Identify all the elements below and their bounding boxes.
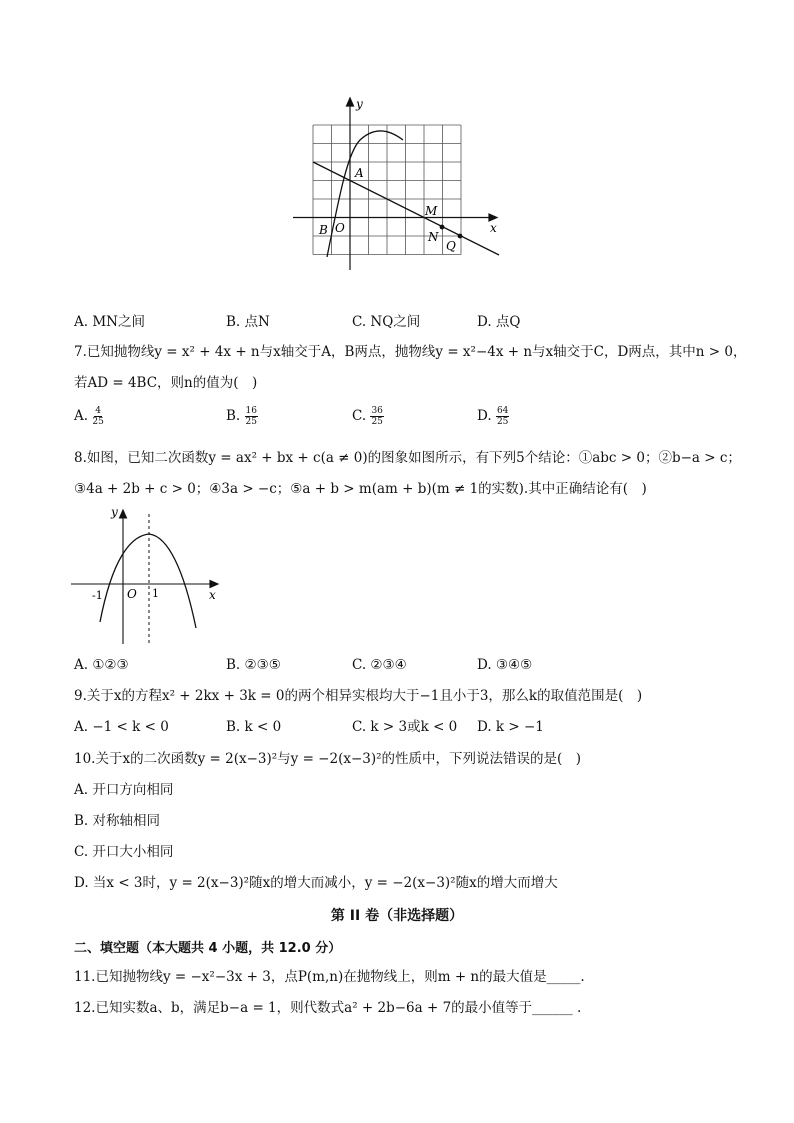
q7-option-b[interactable] — [226, 406, 258, 427]
label-n: N — [428, 230, 439, 244]
label-y: y — [356, 97, 363, 111]
axes — [293, 98, 497, 270]
q12-stem: 12.已知实数a、b，满足b−a = 1，则代数式a² + 2b−6a + 7的最小值等于______ . — [74, 1000, 582, 1016]
q7-option-a-fraction — [92, 406, 103, 427]
q8-label-1: 1 — [152, 587, 159, 600]
figure-q8-parabola — [66, 500, 226, 650]
q8-label-o: O — [127, 587, 137, 601]
q7-option-b-den: 25 — [245, 417, 257, 427]
q10-option-c[interactable]: C. 开口大小相同 — [74, 844, 174, 860]
q9-stem: 9.关于x的方程x² + 2kx + 3k = 0的两个相异实根均大于−1且小于3，那么k的取值范围是( ) — [74, 688, 643, 704]
q8-stem-line1: 8.如图，已知二次函数y = ax² + bx + c(a ≠ 0)的图象如图所示，有下列5个结论：①abc > 0；②b−a > c； — [74, 450, 741, 466]
q11-stem: 11.已知抛物线y = −x²−3x + 3，点P(m,n)在抛物线上，则m + n的最大值是_____. — [74, 969, 585, 985]
q8-option-b[interactable]: B. ②③⑤ — [226, 657, 281, 673]
point-q — [458, 234, 463, 239]
q9-option-d[interactable]: D. k > −1 — [477, 719, 544, 735]
q10-option-d[interactable]: D. 当x < 3时，y = 2(x−3)²随x的增大而减小，y = −2(x−3)²随x的增大而增大 — [74, 875, 558, 891]
q10-option-a[interactable]: A. 开口方向相同 — [74, 782, 174, 798]
q7-option-c-fraction — [370, 406, 383, 427]
q7-option-d-letter: D. — [477, 408, 492, 424]
q7-option-b-letter: B. — [226, 408, 241, 424]
q7-option-d-den: 25 — [496, 417, 509, 427]
q7-option-b-num: 16 — [245, 406, 257, 416]
q8-parabola-curve — [100, 534, 196, 628]
q8-option-a[interactable]: A. ①②③ — [74, 657, 129, 673]
q8-label-x: x — [209, 588, 216, 602]
q9-option-a[interactable]: A. −1 < k < 0 — [74, 719, 169, 735]
q8-axes — [71, 510, 218, 644]
q7-option-d-fraction — [496, 406, 509, 427]
q7-option-c[interactable] — [352, 406, 384, 427]
q7-option-d[interactable] — [477, 406, 509, 427]
q7-option-c-den: 25 — [371, 417, 383, 427]
label-m: M — [425, 204, 438, 218]
q7-option-a-den: 25 — [92, 417, 104, 427]
figure-grid-parabola — [285, 92, 510, 272]
straight-line — [313, 162, 499, 255]
parabola — [327, 131, 403, 257]
q7-option-d-num: 64 — [496, 406, 509, 416]
q6-option-c[interactable]: C. NQ之间 — [352, 314, 421, 330]
q8-label-neg1: -1 — [92, 589, 103, 602]
q8-stem-line2: ③4a + 2b + c > 0；④3a > −c；⑤a + b > m(am + b)(m ≠ 1的实数).其中正确结论有( ) — [74, 481, 647, 497]
label-o: O — [335, 221, 345, 235]
part2-title: 第 II 卷（非选择题） — [330, 908, 464, 924]
q7-option-a-num: 4 — [95, 406, 101, 416]
label-a: A — [355, 166, 364, 180]
label-x: x — [490, 221, 497, 235]
q6-option-a[interactable]: A. MN之间 — [74, 314, 145, 330]
q7-option-a[interactable] — [74, 406, 104, 427]
q10-option-b[interactable]: B. 对称轴相同 — [74, 813, 161, 829]
q6-option-b[interactable]: B. 点N — [226, 314, 270, 330]
q8-option-d[interactable]: D. ③④⑤ — [477, 657, 533, 673]
q7-option-c-num: 36 — [371, 406, 383, 416]
q7-option-b-fraction — [245, 406, 258, 427]
label-q: Q — [446, 239, 456, 253]
q9-option-b[interactable]: B. k < 0 — [226, 719, 282, 735]
q8-option-c[interactable]: C. ②③④ — [352, 657, 407, 673]
label-b: B — [319, 223, 328, 237]
q6-option-d[interactable]: D. 点Q — [477, 314, 521, 330]
point-n — [440, 225, 445, 230]
q10-stem: 10.关于x的二次函数y = 2(x−3)²与y = −2(x−3)²的性质中，下列说法错误的是( ) — [74, 751, 582, 767]
q7-option-c-letter: C. — [352, 408, 367, 424]
q7-option-a-letter: A. — [74, 408, 89, 424]
q7-stem-line2: 若AD = 4BC，则n的值为( ) — [74, 375, 258, 391]
q7-stem-line1: 7.已知抛物线y = x² + 4x + n与x轴交于A，B两点，抛物线y = x²−4x + n与x轴交于C，D两点，其中n > 0， — [74, 344, 747, 360]
section2-title: 二、填空题（本大题共 4 小题，共 12.0 分） — [74, 941, 342, 956]
q9-option-c[interactable]: C. k > 3或k < 0 — [352, 719, 458, 735]
grid — [313, 125, 461, 255]
q8-label-y: y — [111, 505, 118, 519]
